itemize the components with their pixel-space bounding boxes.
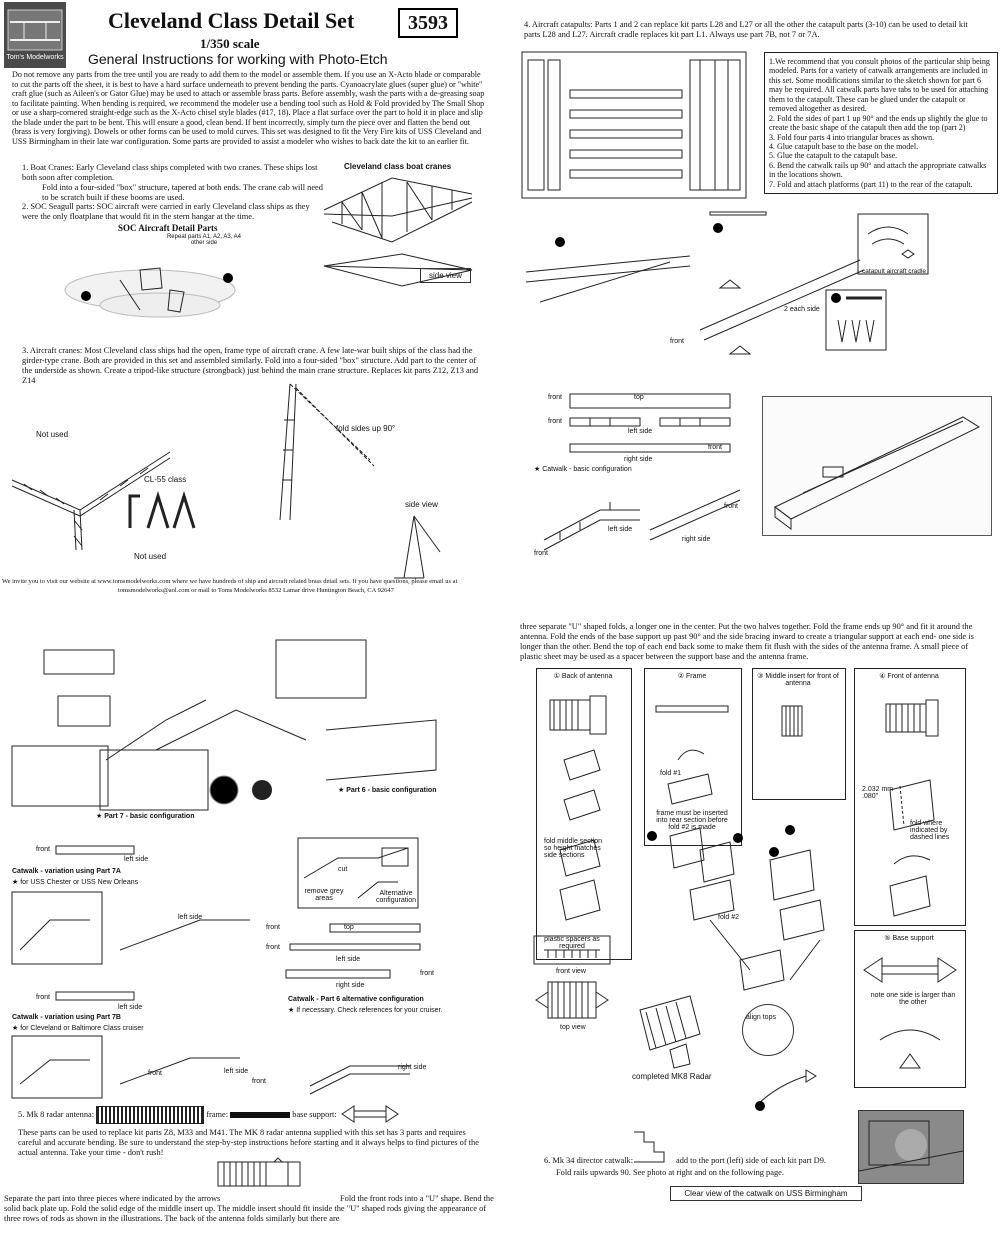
fold-middle-label: fold middle section so height matches side sections [544, 838, 602, 859]
right-side-label: right side [624, 456, 653, 463]
front-of-antenna-drawing [860, 690, 960, 920]
step-2-text: 2. SOC Seagull parts: SOC aircraft were carried in early Cleveland class ships as they were the only floatplane that would fit in the stern hangar at the time. [22, 202, 310, 221]
cradle-label: catapult aircraft cradle [862, 268, 926, 275]
step-1b-text: Fold into a four-sided "box" structure, tapered at both ends. The crane cab will need to be scratch built if these booms are used. [42, 183, 323, 202]
frame-label: frame: [206, 1109, 229, 1119]
page-top-left [0, 0, 500, 600]
side-view-label-2: side view [405, 500, 438, 509]
photo-caption: Clear view of the catwalk on USS Birmingham [670, 1186, 862, 1201]
right-side-mid-label: right side [336, 982, 365, 989]
catwalk-basic-text: Catwalk - basic configuration [542, 466, 632, 473]
boat-cranes-label: Cleveland class boat cranes [344, 162, 452, 171]
boat-crane-drawing [322, 172, 482, 252]
footer-line-1: We invite you to visit our website at www.tomsmodelworks.com where we have hundreds of ship and aircraft related brass detail sets. If you have questions, please email us at [2, 578, 458, 585]
set-number: 3593 [398, 8, 458, 38]
star-icon: ★ [12, 879, 21, 886]
chester-text: for USS Chester or USS New Orleans [20, 879, 139, 886]
front-label-b: front [548, 418, 563, 425]
panel2-label: ② Frame [677, 673, 707, 680]
catwalk-6alt-label: Catwalk - Part 6 alternative configuration [288, 996, 424, 1003]
scale-label: 1/350 scale [200, 36, 260, 51]
front-view-label: front view [556, 968, 586, 975]
radar-render-drawing [630, 990, 710, 1070]
front-7b-label: front [36, 994, 51, 1001]
step-5-line [18, 1106, 488, 1124]
dimension-label: 2.032 mm .080" [862, 786, 894, 800]
panel1-text: Back of antenna [561, 673, 613, 680]
star-icon: ★ [288, 1007, 297, 1014]
catwalk-7a-drawing [10, 890, 260, 970]
front-right-label: front [420, 970, 435, 977]
page-top-right [510, 0, 1000, 600]
fold-sides-label: fold sides up 90° [336, 424, 396, 433]
middle-insert-drawing [782, 706, 822, 746]
catapult-photo [762, 396, 992, 536]
final-arrow-drawing [746, 1056, 846, 1116]
cl55-crane-parts [128, 492, 198, 532]
fold-where-label: fold where indicated by dashed lines [910, 820, 950, 841]
top-label: top [344, 924, 354, 931]
crane-side-view-drawing [384, 512, 444, 582]
not-used-label-2: Not used [134, 552, 167, 561]
step-5-continued: three separate "U" shaped folds, a longer one in the center. Put the two halves together. Fold the frame ends up 90° and fit it around the antenna. Fold the ends of the base support up past 90° and the side bracing inward to create a triangular support at each end- one side is longer than the other. Bend the top of each end back some to make them fit flush with the sides of the antenna frame. A small piece of plastic sheet may be used as a spacer between the support base and the antenna frame. [520, 622, 974, 661]
chester-label [12, 878, 138, 886]
catwalk-7b-label: Catwalk - variation using Part 7B [12, 1014, 121, 1021]
catwalk-basic-plan [560, 392, 740, 462]
subtitle: General Instructions for working with Photo-Etch [88, 51, 388, 67]
soc-aircraft-drawing [60, 250, 240, 340]
fold2-label: fold #2 [718, 914, 740, 921]
panel4-text: Front of antenna [887, 673, 939, 680]
if-necessary-label [288, 1006, 442, 1014]
footer-line-2: tomsmodelworks@aol.com or mail to Toms Modelworks 8532 Lamar drive Huntington Beach, CA 92647 [118, 587, 394, 594]
step-6-text-c: Fold rails upwards 90. See photo at right and on the following page. [556, 1168, 784, 1177]
page-bottom-right [510, 620, 1000, 1243]
baltimore-text: for Cleveland or Baltimore Class cruiser [20, 1025, 144, 1032]
catwalk-perspective-drawing [540, 480, 760, 560]
step-6-label: 6. Mk 34 director catwalk: [544, 1156, 634, 1165]
catwalk-7b-strip [56, 992, 136, 1002]
back-of-antenna-drawing [544, 690, 624, 930]
left-side-label: left side [628, 428, 653, 435]
completed-radar-render [630, 990, 710, 1070]
frame-note-label: frame must be inserted into rear section before fold #2 is made [656, 810, 728, 831]
intro-paragraph: Do not remove any parts from the tree until you are ready to add them to the model or assemble them. If you use an X-Acto blade or comparable to cut the parts off the sheet, it is best to have a hard surface underneath to prevent bending the parts. Cyanoacrylate glues (super glue) or "white" craft glue (such as Aileen's or Gator Glue) may be used to attach or assemble brass parts. Before assembly, wash the parts with a de-greasing soap to facilitate painting. When bending is required, we recommend the modeler use a bending tool such as Hold & Fold provided by The Small Shop or use a sharp-cornered straight-edge such as the X-Acto chisel style blades (#17, 18). Place a flat surface over the part to hold it in place and slip the blade under the part to be bent. This will ensure a good, clean bend. If bent incorrectly, simply turn the piece over and flatten the bend out (brass is very forgiving). Dowels or other forms can be used to mold curves. This set was designed to fit the Very Fire kits of USS Cleveland and USS Birmingham in their late war configuration. Some parts are provided to assist a modeler who wishes to back date the kit to an earlier fit. [12, 70, 485, 146]
soc-subtitle: Repeat parts A1, A2, A3, A4 other side [166, 234, 242, 246]
base-support-drawing [860, 950, 960, 1080]
step-1-text: 1. Boat Cranes: Early Cleveland class ships completed with two cranes. These ships lost both soon after completion. [22, 163, 318, 182]
catwalk-7a-strip [56, 846, 136, 856]
star-icon: ★ [534, 466, 543, 473]
brace-parts-4 [826, 290, 886, 350]
front-label: front [670, 338, 685, 345]
catapult-model-render [763, 397, 991, 535]
photo-detail-drawing [859, 1111, 963, 1183]
brand-logo [4, 2, 66, 68]
top-label: top [634, 394, 644, 401]
panel3-text: Middle insert for front of antenna [765, 673, 839, 687]
star-icon: ★ [12, 1025, 21, 1032]
logo-text: Tom's Modelworks [6, 54, 64, 61]
antenna-part-icon [96, 1106, 204, 1124]
antenna-separation-icon [218, 1158, 318, 1190]
right-side-bot-label: right side [398, 1064, 427, 1071]
step-5-text: These parts can be used to replace kit parts Z8, M33 and M41. The MK 8 radar antenna supplied with this set has 3 parts and requires careful and accurate bending. Be sure to understand the step-by-step instructions before starting and it always helps to find pictures of the actual antenna. Take your time - don't rush! [18, 1128, 479, 1157]
soc-title: SOC Aircraft Detail Parts [118, 223, 218, 233]
front-bot-label: front [148, 1070, 163, 1077]
catwalk-6alt-plan [270, 920, 430, 980]
completed-label: completed MK8 Radar [632, 1072, 712, 1081]
left-side-7b-label: left side [118, 1004, 143, 1011]
baltimore-label [12, 1024, 144, 1032]
panel2-text: Frame [686, 673, 707, 680]
two-each-side-label: 2 each side [784, 306, 820, 313]
cut-label: cut [338, 866, 348, 873]
side-view-label: side view [420, 268, 471, 283]
part6-label [338, 786, 436, 794]
front-label-c: front [708, 444, 723, 451]
front-bot2-label: front [252, 1078, 267, 1085]
step-5-label: 5. Mk 8 radar antenna: [18, 1109, 95, 1119]
page-bottom-left [0, 620, 500, 1243]
front-top-view-drawing [534, 936, 624, 1056]
not-used-label: Not used [36, 430, 69, 439]
frame-part-icon [230, 1112, 290, 1118]
front-label-a: front [548, 394, 563, 401]
right-side-label-2: right side [682, 536, 711, 543]
part7-text: Part 7 - basic configuration [104, 813, 195, 820]
catwalk-basic-label [534, 465, 632, 473]
catapult-notes: 1.We recommend that you consult photos of the particular ship being modeled. Parts for a variety of catwalk arrangements are included in this set. Some modifications similar to the sketch shown for part 6 may be required. All catwalk parts have tabs to be used for attaching them to the catapult. These can be glued under the catapult or removed altogether as desired. 2. Fold the sides of part 1 up 90° and the ends up slightly the glue to create the basic shape of the catapult then add the top (part 2) 3. Fold four parts 4 into triangular braces as shown. 4. Glue catapult base to the base on the model. 5. Glue the catapult to the catapult base. 6. Bend the catwalk rails up 90° and attach the appropriate catwalks in the locations shown. 7. Fold and attach platforms (part 11) to the rear of the catapult. [764, 52, 998, 194]
catwalk-assembly-drawing [6, 630, 496, 830]
assembly-steps-drawing [640, 810, 860, 1010]
birmingham-photo [858, 1110, 964, 1184]
front-top-label: front [266, 924, 281, 931]
left-side-mid-label: left side [336, 956, 361, 963]
crane-assembly-drawing [240, 380, 380, 560]
part7-label [96, 812, 194, 820]
base-support-part-icon [340, 1104, 400, 1124]
panel1-label: ① Back of antenna [553, 673, 613, 680]
align-tops-label: align tops [746, 1014, 776, 1021]
panel4-label: ④ Front of antenna [879, 673, 939, 680]
front-mid-label: front [266, 944, 281, 951]
frame-drawing [648, 704, 738, 824]
spacers-label: plastic spacers as required [544, 936, 600, 950]
step-5-separate-a: Separate the part into three pieces where indicated by the arrows [4, 1194, 221, 1203]
panel5-label: ⑤ Base support [884, 935, 934, 942]
panel5-text: Base support [892, 935, 934, 942]
step-6-text-b: add to the port (left) side of each kit part D9. [676, 1156, 827, 1165]
star-icon: ★ [96, 813, 105, 820]
front-7a-label: front [36, 846, 51, 853]
left-side-7a2-label: left side [178, 914, 203, 921]
cl55-label: CL-55 class [144, 475, 187, 484]
star-icon: ★ [338, 787, 347, 794]
top-view-label: top view [560, 1024, 586, 1031]
base-support-note: note one side is larger than the other [870, 992, 956, 1006]
catwalk-7a-label: Catwalk - variation using Part 7A [12, 868, 121, 875]
step-3-text: 3. Aircraft cranes: Most Cleveland class ships had the open, frame type of aircraft crane. A few late-war built ships of the class had the girder-type crane. Both are provided in this set and assembled similarly. Fold into a four-sided "box" structure. Add part to the center of the underside as shown. Create a tripod-like structure (strongback) just behind the main crane structure. Replaces kit parts Z12, Z13 and Z14 [22, 346, 479, 385]
left-side-label-2: left side [608, 526, 633, 533]
panel3-label: ③ Middle insert for front of antenna [757, 673, 839, 687]
catapult-cradle-drawing [858, 214, 928, 274]
fold1-label: fold #1 [660, 770, 682, 777]
part6-text: Part 6 - basic configuration [346, 787, 437, 794]
base-label: base support: [292, 1109, 337, 1119]
photo-etch-fret-drawing [520, 50, 748, 200]
left-side-bot-label: left side [224, 1068, 249, 1075]
page-title: Cleveland Class Detail Set [108, 8, 355, 33]
front-label-d: front [534, 550, 549, 557]
left-side-7a-label: left side [124, 856, 149, 863]
align-tops-circle [742, 1004, 794, 1056]
step-4-text: 4. Aircraft catapults: Parts 1 and 2 can replace kit parts L28 and L27 or all the other the catapult parts (3-10) can be used to detail kit parts L28 and L27. Aircraft cradle replaces kit part L1. Always use part 7B, not 7 or 7A. [524, 20, 968, 39]
director-catwalk-part-icon [632, 1128, 668, 1164]
if-necessary-text: If necessary. Check references for your cruiser. [296, 1007, 443, 1014]
step-5-separate-b: Fold the front rods into a "U" shape. Bend the solid back plate up. Fold the solid edge of the middle insert up. The middle insert should fit inside the "U" shaped rods giving the appearance of three rows of rods as shown in the illustrations. The back of the antenna folds similarly but there are [4, 1194, 494, 1223]
alt-config-label: Alternative configuration [375, 890, 417, 904]
remove-grey-label: remove grey areas [304, 888, 344, 902]
front-label-e: front [724, 503, 739, 510]
